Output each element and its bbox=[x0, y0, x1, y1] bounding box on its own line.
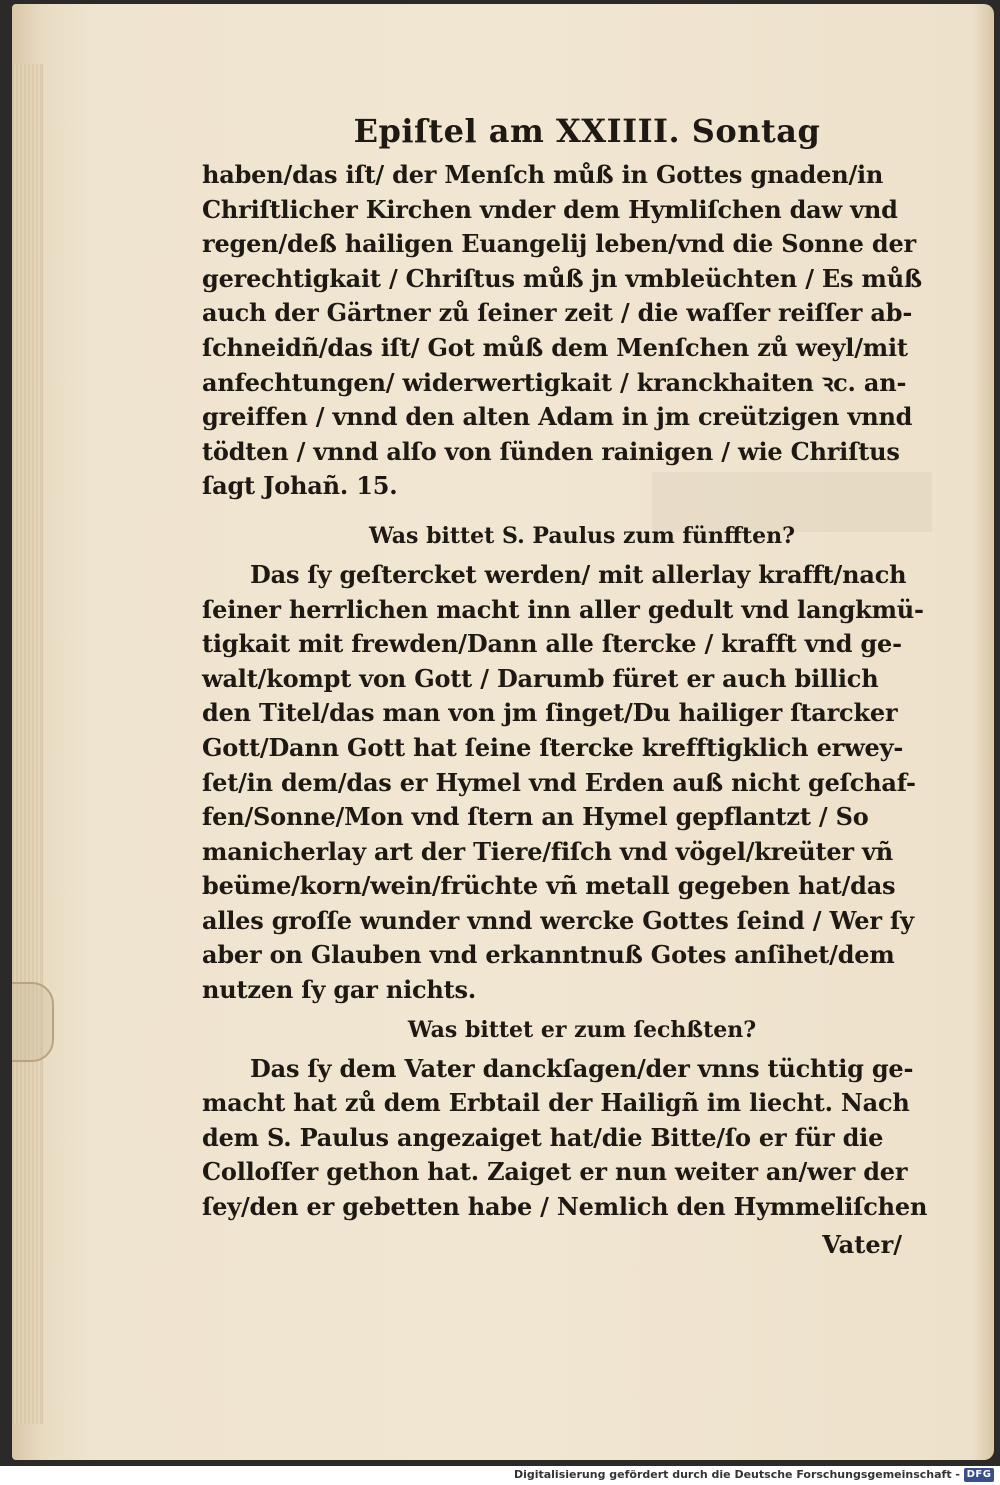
text-block bbox=[202, 112, 932, 1265]
text-line: tödten / vnnd alſo von ſünden rainigen / wie Chriſtus bbox=[202, 436, 900, 466]
paragraph-1 bbox=[202, 158, 932, 504]
text-line: Gott/Dann Gott hat ſeine ſtercke krefftigklich erwey- bbox=[202, 732, 904, 762]
text-line: Das ſy dem Vater danckſagen/der vnns tüchtig ge- bbox=[250, 1053, 914, 1083]
text-line: auch der Gärtner zů ſeiner zeit / die waſſer reiſſer ab- bbox=[202, 298, 913, 328]
page-clip bbox=[12, 982, 54, 1062]
text-line: beüme/korn/wein/früchte vñ metall gegeben hat/das bbox=[202, 871, 896, 901]
text-line: manicherlay art der Tiere/fiſch vnd vögel/kreüter vñ bbox=[202, 836, 894, 866]
text-line: regen/deß hailigen Euangelij leben/vnd die Sonne der bbox=[202, 229, 916, 259]
paragraph-3 bbox=[202, 1052, 932, 1225]
paragraph-2 bbox=[202, 558, 932, 1008]
text-line: dem S. Paulus angezaiget hat/die Bitte/ſo er für die bbox=[202, 1122, 884, 1152]
book-page bbox=[12, 4, 994, 1460]
funding-credit: Digitalisierung gefördert durch die Deutsche Forschungsgemeinschaft - bbox=[513, 1468, 960, 1481]
page-edge-stack bbox=[12, 64, 43, 1424]
text-line: Das ſy geſtercket werden/ mit allerlay krafft/nach bbox=[250, 559, 907, 589]
text-line: ſeiner herrlichen macht inn aller gedult vnd langkmü- bbox=[202, 594, 924, 624]
question-heading-5: Was bittet S. Paulus zum fünfften? bbox=[369, 522, 795, 549]
text-line: macht hat zů dem Erbtail der Hailigñ im liecht. Nach bbox=[202, 1088, 910, 1118]
text-line: walt/kompt von Gott / Darumb füret er auch billich bbox=[202, 663, 879, 693]
text-line: nutzen ſy gar nichts. bbox=[202, 975, 477, 1005]
text-line: anfechtungen/ widerwertigkait / kranckhaiten ꝛc. an- bbox=[202, 367, 907, 397]
text-line: ſagt Johañ. 15. bbox=[202, 471, 398, 501]
question-heading-6: Was bittet er zum ſechßten? bbox=[407, 1016, 757, 1043]
text-line: ſey/den er gebetten habe / Nemlich den Hymmeliſchen bbox=[202, 1192, 928, 1222]
text-line: fen/Sonne/Mon vnd ſtern an Hymel gepflantzt / So bbox=[202, 802, 869, 832]
text-line: alles groſſe wunder vnnd wercke Gottes ſeind / Wer ſy bbox=[202, 905, 914, 935]
text-line: ſet/in dem/das er Hymel vnd Erden auß nicht geſchaf- bbox=[202, 767, 916, 797]
running-header: Epiſtel am XXIIII. Sontag bbox=[353, 112, 821, 150]
text-line: tigkait mit frewden/Dann alle ſtercke / krafft vnd ge- bbox=[202, 629, 902, 659]
text-line: greiffen / vnnd den alten Adam in jm creützigen vnnd bbox=[202, 402, 913, 432]
text-line: den Titel/das man von jm ſinget/Du hailiger ſtarcker bbox=[202, 698, 898, 728]
text-line: Chriſtlicher Kirchen vnder dem Hymliſchen daw vnd bbox=[202, 194, 898, 224]
text-line: ſchneidñ/das iſt/ Got můß dem Menſchen zů weyl/mit bbox=[202, 332, 908, 362]
digitization-footer bbox=[0, 1466, 1000, 1485]
text-line: Colloſſer gethon hat. Zaiget er nun weiter an/wer der bbox=[202, 1157, 908, 1187]
text-line: aber on Glauben vnd erkanntnuß Gotes anſihet/dem bbox=[202, 940, 895, 970]
text-line: gerechtigkait / Chriſtus můß jn vmbleüchten / Es můß bbox=[202, 263, 922, 293]
dfg-logo: DFG bbox=[964, 1468, 994, 1482]
catchword: Vater/ bbox=[822, 1229, 902, 1259]
text-line: haben/das iſt/ der Menſch můß in Gottes gnaden/in bbox=[202, 160, 884, 189]
